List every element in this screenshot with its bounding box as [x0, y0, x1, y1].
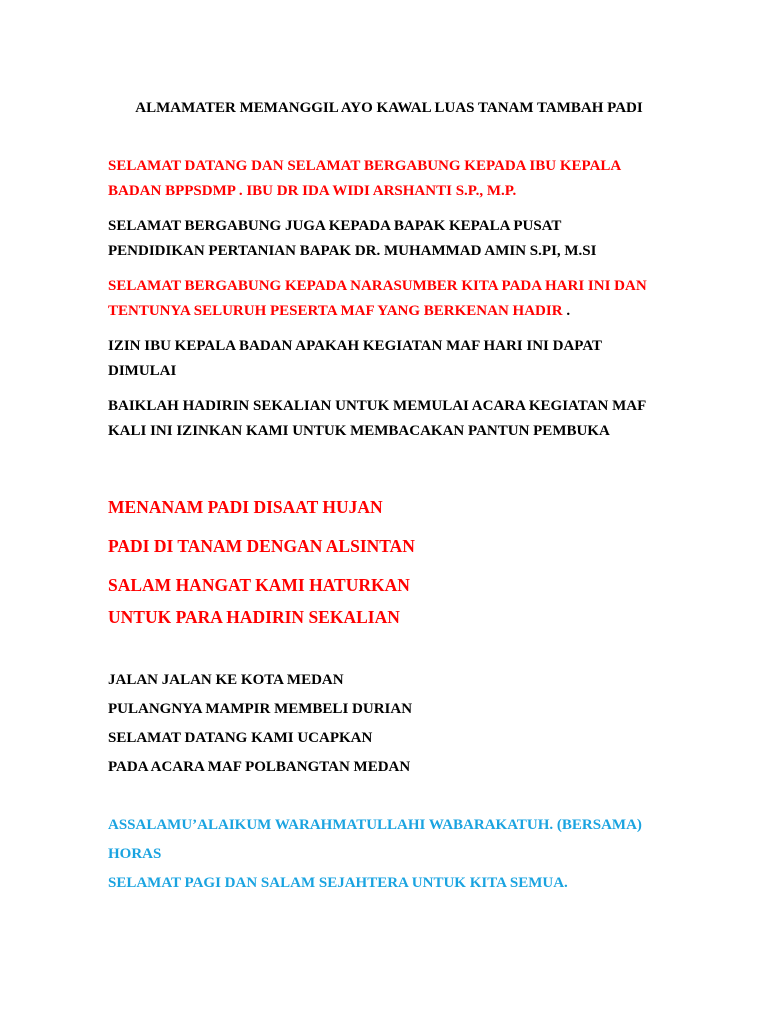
- salam-line-2: HORAS: [108, 846, 162, 862]
- pantun-2-line-4: PADA ACARA MAF POLBANGTAN MEDAN: [108, 759, 411, 775]
- pembuka-line-2: KALI INI IZINKAN KAMI UNTUK MEMBACAKAN PANTUN PEMBUKA: [108, 423, 610, 439]
- pantun-2-line-2: PULANGNYA MAMPIR MEMBELI DURIAN: [108, 701, 413, 717]
- salam-line-3: SELAMAT PAGI DAN SALAM SEJAHTERA UNTUK KITA SEMUA.: [108, 875, 568, 891]
- welcome-narasumber-line-1: SELAMAT BERGABUNG KEPADA NARASUMBER KITA PADA HARI INI DAN: [108, 278, 647, 294]
- pembuka-line-1: BAIKLAH HADIRIN SEKALIAN UNTUK MEMULAI ACARA KEGIATAN MAF: [108, 398, 647, 414]
- welcome-narasumber-line-2-text: TENTUNYA SELURUH PESERTA MAF YANG BERKENAN HADIR: [108, 303, 563, 319]
- pantun-1-line-2: PADI DI TANAM DENGAN ALSINTAN: [108, 536, 415, 556]
- pantun-1-line-1: MENANAM PADI DISAAT HUJAN: [108, 497, 383, 517]
- salam-line-1: ASSALAMU’ALAIKUM WARAHMATULLAHI WABARAKATUH. (BERSAMA): [108, 817, 642, 833]
- welcome-narasumber-line-2: [108, 302, 570, 320]
- izin-line-1: IZIN IBU KEPALA BADAN APAKAH KEGIATAN MAF HARI INI DAPAT: [108, 338, 603, 354]
- pantun-1-line-4: UNTUK PARA HADIRIN SEKALIAN: [108, 607, 400, 627]
- welcome-kepala-pusat-line-1: SELAMAT BERGABUNG JUGA KEPADA BAPAK KEPALA PUSAT: [108, 218, 562, 234]
- document-title: ALMAMATER MEMANGGIL AYO KAWAL LUAS TANAM TAMBAH PADI: [135, 100, 643, 116]
- pantun-2-line-1: JALAN JALAN KE KOTA MEDAN: [108, 672, 344, 688]
- izin-line-2: DIMULAI: [108, 363, 177, 379]
- welcome-kepala-badan-line-2: BADAN BPPSDMP . IBU DR IDA WIDI ARSHANTI S.P., M.P.: [108, 183, 517, 199]
- pantun-2-line-3: SELAMAT DATANG KAMI UCAPKAN: [108, 730, 373, 746]
- welcome-narasumber-line-2-suffix: .: [562, 303, 571, 319]
- welcome-kepala-pusat-line-2: PENDIDIKAN PERTANIAN BAPAK DR. MUHAMMAD AMIN S.PI, M.SI: [108, 243, 597, 259]
- pantun-1-line-3: SALAM HANGAT KAMI HATURKAN: [108, 575, 410, 595]
- welcome-kepala-badan-line-1: SELAMAT DATANG DAN SELAMAT BERGABUNG KEPADA IBU KEPALA: [108, 158, 622, 174]
